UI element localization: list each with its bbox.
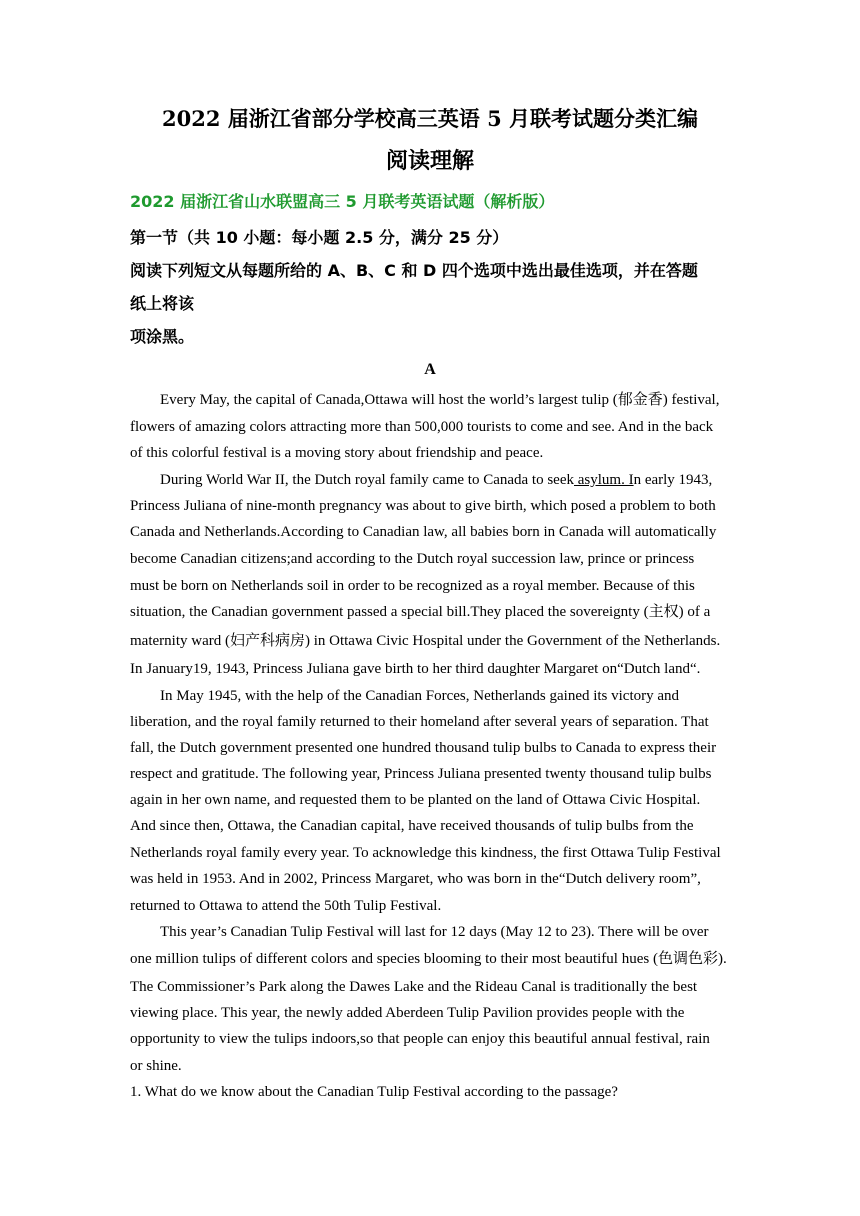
passage-line: Canada and Netherlands.According to Canadian law, all babies born in Canada will automatically <box>130 524 717 540</box>
passage-line: The Commissioner’s Park along the Dawes Lake and the Rideau Canal is traditionally the best <box>130 979 698 995</box>
passage-line: fall, the Dutch government presented one hundred thousand tulip bulbs to Canada to express their <box>130 740 717 756</box>
passage-line: Every May, the capital of Canada,Ottawa will host the world’s largest tulip (郁金香) festival, <box>160 392 720 408</box>
passage-line: or shine. <box>130 1058 182 1074</box>
document-subtitle: 阅读理解 <box>385 148 474 174</box>
passage-line: situation, the Canadian government passed a special bill.They placed the sovereignty (主权) of a <box>130 604 711 620</box>
passage-line: And since then, Ottawa, the Canadian capital, have received thousands of tulip bulbs from the <box>130 818 694 834</box>
underlined-word: asylum. I <box>574 472 634 488</box>
source-heading: 2022 届浙江省山水联盟高三 5 月联考英语试题（解析版） <box>130 192 555 211</box>
passage-line: viewing place. This year, the newly added Aberdeen Tulip Pavilion provides people with the <box>130 1005 685 1021</box>
passage-line: In January19, 1943, Princess Juliana gave birth to her third daughter Margaret on“Dutch land“. <box>130 661 701 677</box>
passage-line: opportunity to view the tulips indoors,so that people can enjoy this beautiful annual festival, rain <box>130 1031 710 1047</box>
passage-line: must be born on Netherlands soil in order to be recognized as a royal member. Because of this <box>130 578 695 594</box>
section-heading: 第一节（共 10 小题：每小题 2.5 分，满分 25 分） <box>130 228 509 247</box>
instruction-line: 纸上将该 <box>130 294 195 313</box>
passage-line: In May 1945, with the help of the Canadian Forces, Netherlands gained its victory and <box>160 688 680 704</box>
passage-text: n early 1943, <box>633 472 713 488</box>
passage-line: Princess Juliana of nine-month pregnancy was about to give birth, which posed a problem to both <box>130 498 716 514</box>
passage-line: liberation, and the royal family returned to their homeland after several years of separation. That <box>130 714 709 730</box>
document-title: 2022 届浙江省部分学校高三英语 5 月联考试题分类汇编 <box>162 106 698 131</box>
instruction-line: 项涂黑。 <box>130 327 195 346</box>
passage-line: Netherlands royal family every year. To acknowledge this kindness, the first Ottawa Tulip Festival <box>130 845 721 861</box>
passage-line: of this colorful festival is a moving story about friendship and peace. <box>130 445 544 461</box>
passage-line: again in her own name, and requested them to be planted on the land of Ottawa Civic Hospital. <box>130 792 701 808</box>
passage-line: flowers of amazing colors attracting more than 500,000 tourists to come and see. And in the back <box>130 419 714 435</box>
passage-text: During World War II, the Dutch royal family came to Canada to seek <box>160 472 574 488</box>
passage-line: become Canadian citizens;and according to the Dutch royal succession law, prince or princess <box>130 551 695 567</box>
passage-label: A <box>424 361 436 378</box>
passage-line: maternity ward (妇产科病房) in Ottawa Civic Hospital under the Government of the Netherlands. <box>130 633 721 649</box>
passage-line: was held in 1953. And in 2002, Princess Margaret, who was born in the“Dutch delivery room”, <box>130 871 701 887</box>
passage-line <box>160 469 712 491</box>
question-1: 1. What do we know about the Canadian Tulip Festival according to the passage? <box>130 1084 618 1100</box>
instruction-line: 阅读下列短文从每题所给的 A、B、C 和 D 四个选项中选出最佳选项，并在答题 <box>130 261 698 280</box>
passage-line: returned to Ottawa to attend the 50th Tulip Festival. <box>130 898 442 914</box>
passage-line: one million tulips of different colors and species blooming to their most beautiful hues (色调色彩). <box>130 951 727 967</box>
passage-line: This year’s Canadian Tulip Festival will last for 12 days (May 12 to 23). There will be over <box>160 924 709 940</box>
passage-line: respect and gratitude. The following year, Princess Juliana presented twenty thousand tulip bulbs <box>130 766 712 782</box>
